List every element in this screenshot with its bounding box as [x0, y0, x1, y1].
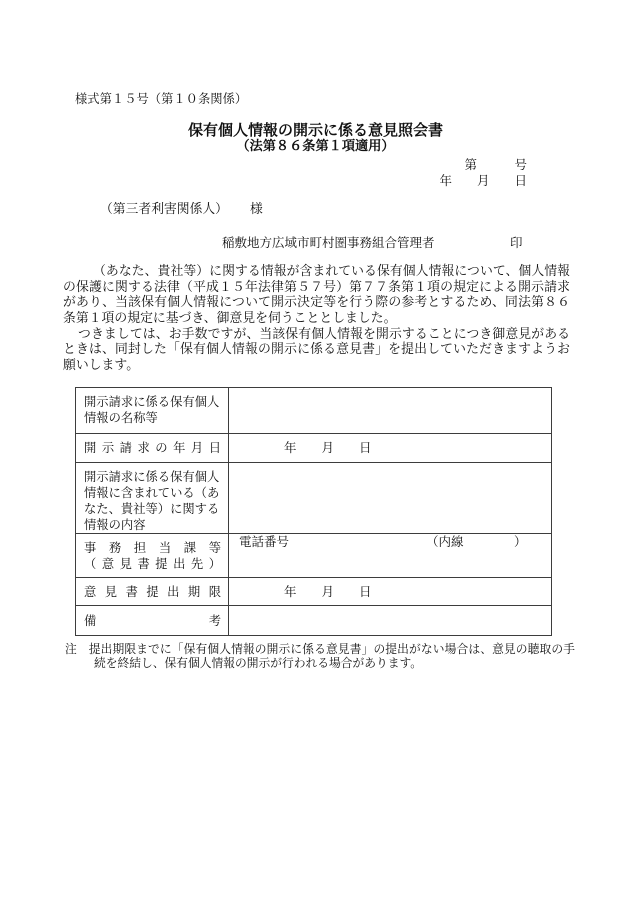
body-text — [63, 264, 570, 374]
extension-label-open: （内線 — [426, 533, 464, 549]
label-information-name: 開示請求に係る保有個人情報の名称等 — [76, 388, 229, 434]
note-text: 注 提出期限までに「保有個人情報の開示に係る意見書」の提出がない場合は、意見の聴取の手続を終結し、保有個人情報の開示が行われる場合があります。 — [65, 642, 575, 671]
sender-line — [0, 235, 630, 250]
addressee: （第三者利害関係人） — [100, 202, 228, 217]
value-information-name — [229, 388, 552, 434]
value-submission-deadline — [229, 578, 552, 606]
body-paragraph-2: つきましては、お手数ですが、当該保有個人情報を開示することにつき御意見があるときは、同封した「保有個人情報の開示に係る意見書」を提出していただきますようお願いします。 — [63, 326, 570, 374]
title-block — [63, 121, 568, 155]
addressee-line — [100, 202, 263, 217]
doc-date-line: 年 月 日 — [439, 173, 527, 189]
label-contact-line2: （意見書提出先） — [84, 556, 221, 571]
document-subtitle: （法第８６条第１項適用） — [236, 139, 395, 154]
value-request-date — [229, 434, 552, 463]
table-row-information-content — [76, 463, 552, 534]
table-row-remarks — [76, 606, 552, 636]
deadline-date-placeholder: 年 月 日 — [284, 583, 372, 599]
phone-label: 電話番号 — [239, 533, 290, 549]
label-request-date: 開示請求の年月日 — [76, 434, 229, 463]
table-row-contact-section — [76, 534, 552, 578]
form-number: 様式第１５号（第１０条関係） — [75, 92, 248, 106]
body-paragraph-1: （あなた、貴社等）に関する情報が含まれている保有個人情報について、個人情報の保護に関する法律（平成１５年法律第５７号）第７７条第１項の規定による開示請求があり、当該保有個人情報について開示決定等を行う際の参考とするため、同法第８６条第１項の規定に基づき、御意見を伺うこととしました。 — [63, 264, 570, 327]
extension-label-close: ） — [514, 533, 527, 549]
seal-mark: 印 — [510, 235, 523, 250]
request-date-placeholder: 年 月 日 — [284, 440, 372, 455]
addressee-honorific: 様 — [249, 202, 263, 217]
label-contact-section — [76, 534, 229, 578]
document-title: 保有個人情報の開示に係る意見照会書 — [187, 121, 443, 139]
label-remarks: 備考 — [76, 606, 229, 636]
doc-number-block — [439, 157, 527, 189]
sender-name: 稲敷地方広域市町村圏事務組合管理者 — [222, 235, 435, 250]
value-contact-section — [229, 534, 552, 578]
table-row-request-date — [76, 434, 552, 463]
doc-number-line: 第 号 — [464, 157, 527, 172]
label-submission-deadline: 意見書提出期限 — [76, 578, 229, 606]
label-information-content: 開示請求に係る保有個人情報に含まれている（あなた、貴社等）に関する情報の内容 — [76, 463, 229, 534]
value-information-content — [229, 463, 552, 534]
label-contact-line1: 事務担当課等 — [84, 540, 221, 555]
table-row-submission-deadline — [76, 578, 552, 606]
value-remarks — [229, 606, 552, 636]
info-table — [75, 387, 552, 636]
table-row-information-name — [76, 388, 552, 434]
